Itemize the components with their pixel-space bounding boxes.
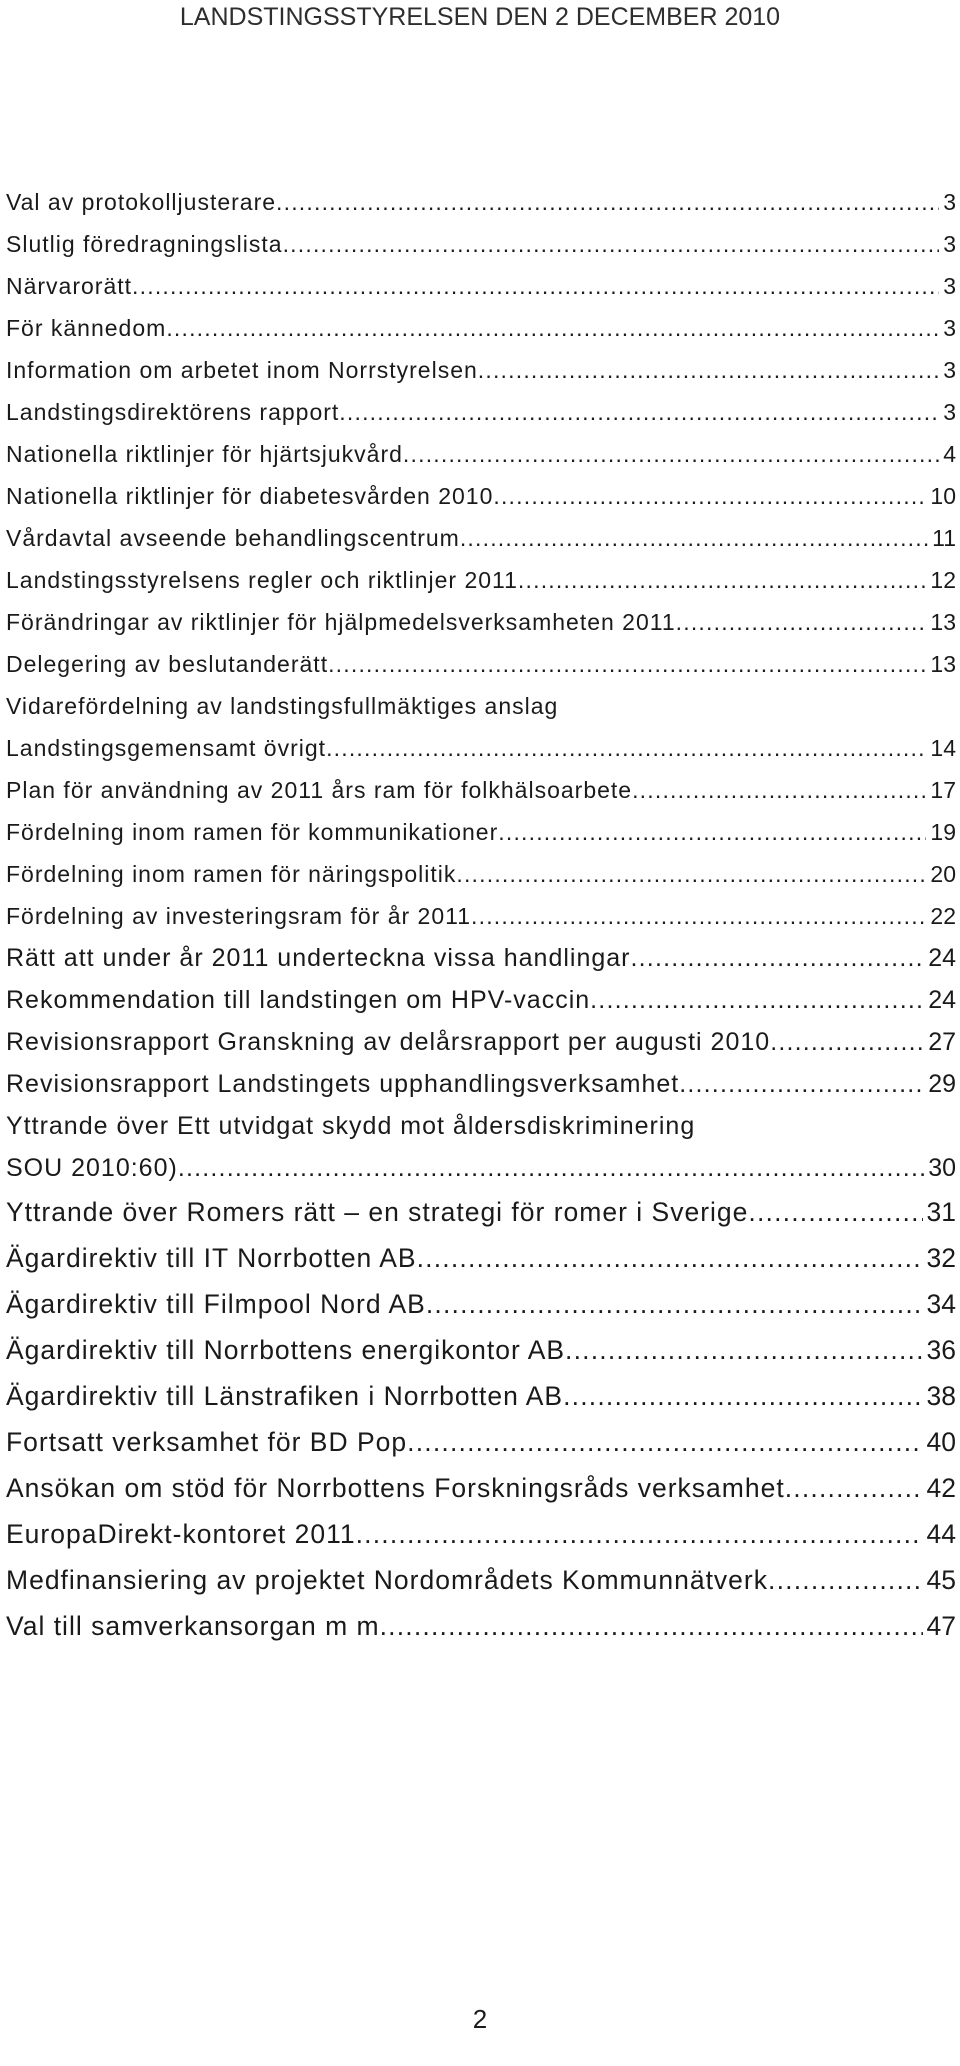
toc-dot-leader [403,433,939,475]
toc-dot-leader [676,601,927,643]
toc-entry-title: Fördelning inom ramen för kommunikationer [6,819,499,845]
toc-dot-leader [478,349,939,391]
toc-dot-leader [276,181,939,223]
toc-entry-title: Fördelning inom ramen för näringspolitik [6,861,457,887]
toc-entry-title: Medfinansiering av projektet Nordområdets Kommunnätverk [6,1565,768,1595]
toc-entry-page: 17 [930,777,956,803]
toc-entry-title: För kännedom [6,315,167,341]
toc-entry-page: 24 [928,944,956,972]
toc-entry[interactable] [6,1511,956,1557]
toc-dot-leader [498,811,926,853]
toc-entry-title: Slutlig föredragningslista [6,231,283,257]
toc-entry-title: Ägardirektiv till IT Norrbotten AB [6,1243,417,1273]
toc-entry-title: Ansökan om stöd för Norrbottens Forskningsråds verksamhet [6,1473,785,1503]
table-of-contents [6,181,956,1649]
toc-entry-page: 3 [943,189,956,215]
toc-dot-leader [518,559,926,601]
toc-entry-page: 42 [926,1473,956,1503]
toc-entry-page: 11 [932,525,956,551]
toc-entry-title: Revisionsrapport Landstingets upphandlingsverksamhet [6,1070,680,1098]
toc-dot-leader [748,1189,922,1235]
toc-entry[interactable] [6,1105,956,1189]
toc-entry-page: 32 [926,1243,956,1273]
toc-entry[interactable] [6,937,956,979]
toc-entry-title: Ägardirektiv till Länstrafiken i Norrbotten AB [6,1381,564,1411]
toc-entry[interactable] [6,223,956,265]
toc-entry-page: 10 [930,483,956,509]
toc-entry-title: Nationella riktlinjer för diabetesvården 2010 [6,483,494,509]
toc-entry[interactable] [6,1021,956,1063]
toc-entry-page: 14 [930,735,956,761]
toc-dot-leader [631,937,925,979]
toc-entry-title: Vårdavtal avseende behandlingscentrum [6,525,460,551]
toc-entry[interactable] [6,1327,956,1373]
toc-dot-leader [565,1327,922,1373]
toc-entry-page: 12 [930,567,956,593]
toc-entry-title: Landstingsdirektörens rapport [6,399,340,425]
toc-dot-leader [426,1281,923,1327]
toc-entry[interactable] [6,643,956,685]
toc-dot-leader [590,979,924,1021]
toc-dot-leader [563,1373,922,1419]
toc-dot-leader [768,1557,923,1603]
toc-entry-title: Ägardirektiv till Filmpool Nord AB [6,1289,426,1319]
toc-dot-leader [407,1419,922,1465]
toc-entry-page: 19 [930,819,956,845]
toc-entry[interactable] [6,769,956,811]
toc-entry[interactable] [6,853,956,895]
page-number: 2 [472,2004,488,2034]
toc-entry[interactable] [6,181,956,223]
toc-entry[interactable] [6,895,956,937]
toc-entry[interactable] [6,1063,956,1105]
toc-entry[interactable] [6,265,956,307]
toc-entry-page: 3 [943,231,956,257]
toc-dot-leader [178,1147,924,1189]
toc-entry-page: 24 [928,986,956,1014]
toc-entry-title: EuropaDirekt-kontoret 2011 [6,1519,356,1549]
toc-entry-title: Revisionsrapport Granskning av delårsrapport per augusti 2010 [6,1028,771,1056]
toc-entry-page: 3 [943,399,956,425]
toc-dot-leader [339,391,939,433]
toc-entry[interactable] [6,349,956,391]
toc-dot-leader [417,1235,923,1281]
toc-entry-page: 13 [930,651,956,677]
toc-entry[interactable] [6,685,956,769]
toc-entry[interactable] [6,475,956,517]
toc-entry-page: 3 [943,315,956,341]
toc-entry[interactable] [6,1465,956,1511]
toc-entry[interactable] [6,1603,956,1649]
toc-entry-page: 29 [928,1070,956,1098]
toc-entry-title: Rätt att under år 2011 underteckna vissa handlingar [6,944,631,972]
toc-entry-title-line1: Yttrande över Ett utvidgat skydd mot åldersdiskriminering [6,1112,696,1140]
toc-entry-page: 34 [926,1289,956,1319]
toc-entry[interactable] [6,1189,956,1235]
toc-entry-title-line1: Vidarefördelning av landstingsfullmäktiges anslag [6,693,559,719]
toc-dot-leader [326,727,926,769]
toc-entry-page: 36 [926,1335,956,1365]
toc-dot-leader [460,517,928,559]
toc-dot-leader [785,1465,923,1511]
toc-entry[interactable] [6,1557,956,1603]
toc-entry-page: 38 [926,1381,956,1411]
toc-entry[interactable] [6,433,956,475]
toc-entry-title: Yttrande över Romers rätt – en strategi för romer i Sverige [6,1197,749,1227]
toc-entry-page: 31 [926,1197,956,1227]
toc-entry-title: SOU 2010:60) [6,1154,178,1182]
toc-entry[interactable] [6,391,956,433]
toc-entry-title: Rekommendation till landstingen om HPV-vaccin [6,986,591,1014]
toc-dot-leader [632,769,926,811]
toc-dot-leader [471,895,926,937]
toc-entry-page: 13 [930,609,956,635]
toc-entry-title: Närvarorätt [6,273,133,299]
toc-entry-title: Val av protokolljusterare [6,189,277,215]
toc-entry-title: Nationella riktlinjer för hjärtsjukvård [6,441,403,467]
toc-entry-page: 27 [928,1028,956,1056]
toc-entry-title: Fördelning av investeringsram för år 2011 [6,903,472,929]
toc-entry-title: Fortsatt verksamhet för BD Pop [6,1427,408,1457]
toc-entry-title: Ägardirektiv till Norrbottens energikontor AB [6,1335,566,1365]
toc-entry-page: 4 [943,441,956,467]
toc-entry-page: 40 [926,1427,956,1457]
toc-entry-title: Förändringar av riktlinjer för hjälpmedelsverksamheten 2011 [6,609,676,635]
toc-entry[interactable] [6,1235,956,1281]
toc-entry[interactable] [6,811,956,853]
toc-entry-title: Delegering av beslutanderätt [6,651,329,677]
toc-dot-leader [132,265,939,307]
toc-entry-page: 47 [926,1611,956,1641]
toc-entry-page: 45 [926,1565,956,1595]
toc-dot-leader [166,307,939,349]
toc-entry[interactable] [6,1419,956,1465]
toc-dot-leader [770,1021,924,1063]
toc-dot-leader [328,643,926,685]
toc-entry-title: Plan för användning av 2011 års ram för folkhälsoarbete [6,777,633,803]
page-header: LANDSTINGSSTYRELSEN DEN 2 DECEMBER 2010 [179,3,781,31]
toc-dot-leader [456,853,926,895]
toc-entry-title: Information om arbetet inom Norrstyrelsen [6,357,478,383]
toc-entry-page: 3 [943,357,956,383]
toc-dot-leader [356,1511,923,1557]
toc-entry[interactable] [6,1281,956,1327]
toc-entry[interactable] [6,601,956,643]
toc-dot-leader [380,1603,923,1649]
toc-entry[interactable] [6,517,956,559]
toc-entry-page: 22 [930,903,956,929]
toc-entry[interactable] [6,979,956,1021]
toc-entry-title: Landstingsstyrelsens regler och riktlinjer 2011 [6,567,518,593]
toc-dot-leader [679,1063,924,1105]
toc-entry[interactable] [6,559,956,601]
toc-entry-page: 30 [928,1154,956,1182]
toc-entry-page: 3 [943,273,956,299]
toc-dot-leader [283,223,940,265]
toc-entry-page: 44 [926,1519,956,1549]
toc-dot-leader [493,475,926,517]
toc-entry-title: Val till samverkansorgan m m [6,1611,380,1641]
toc-entry-page: 20 [930,861,956,887]
toc-entry-title: Landstingsgemensamt övrigt [6,735,327,761]
toc-entry[interactable] [6,1373,956,1419]
toc-entry[interactable] [6,307,956,349]
